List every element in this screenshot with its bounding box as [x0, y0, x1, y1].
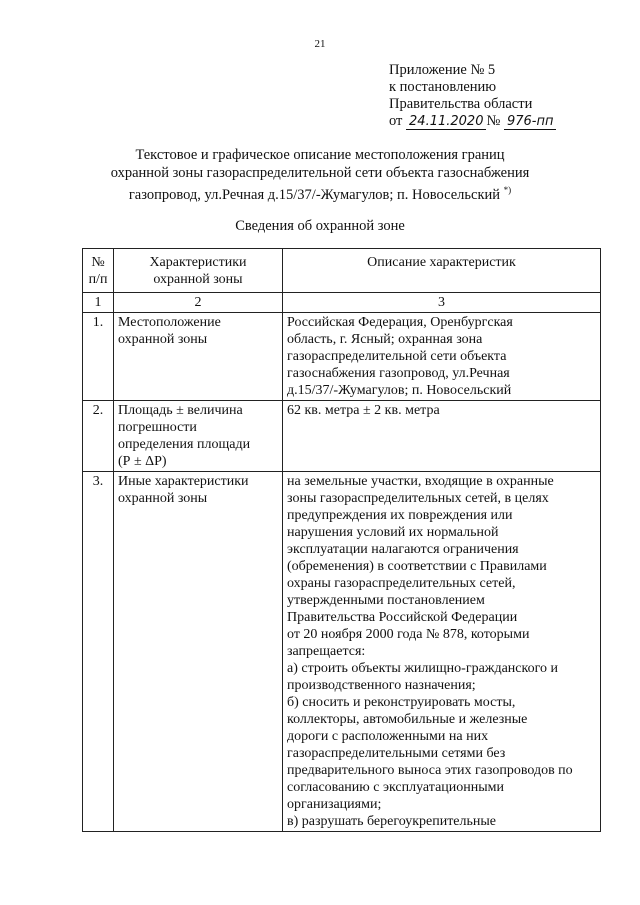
row-number: 3.: [83, 472, 114, 832]
header-num: № п/п: [83, 249, 114, 293]
appendix-line-3: Правительства области: [389, 96, 533, 112]
index-cell: 2: [114, 293, 283, 313]
index-cell: 3: [283, 293, 601, 313]
column-index-row: [83, 293, 601, 313]
table-row: [83, 472, 601, 832]
characteristic-cell: Иные характеристики охранной зоны: [114, 472, 283, 832]
appendix-title: Приложение № 5: [389, 62, 496, 78]
title-line-1: Текстовое и графическое описание местоположения границ: [135, 147, 505, 163]
page-number: 21: [314, 38, 326, 50]
table-header-row: [83, 249, 601, 293]
appendix-block: [389, 62, 556, 130]
section-subtitle: Сведения об охранной зоне: [235, 218, 405, 234]
row-number: 2.: [83, 401, 114, 472]
zone-info-table: [82, 248, 601, 832]
handwritten-date: 24.11.2020: [406, 115, 486, 130]
row-number: 1.: [83, 313, 114, 401]
handwritten-number: 976-пп: [504, 115, 557, 130]
table-row: [83, 313, 601, 401]
description-cell: Российская Федерация, Оренбургская область, г. Ясный; охранная зона газораспределительной сети объекта газоснабжения газопровод, ул.Речная д.15/37/-Жумагулов; п. Новосельский: [283, 313, 601, 401]
appendix-line-2: к постановлению: [389, 79, 497, 95]
table-row: [83, 401, 601, 472]
title-line-2: охранной зоны газораспределительной сети объекта газоснабжения: [110, 164, 530, 181]
description-cell: на земельные участки, входящие в охранные зоны газораспределительных сетей, в целях предупреждения их повреждения или нарушения условий их нормальной эксплуатации налагаются ограничения (обременения) в соответствии с Правилами охраны газораспределительных сетей, утвержденными постановлением Правительства Российской Федерации от 20 ноября 2000 года № 878, которыми запрещается: а) строить объекты жилищно-гражданского и производственного назначения; б) сносить и реконструировать мосты, коллекторы, автомобильные и железные дороги с расположенными на них газораспределительными сетями без предварительного выноса этих газопроводов по согласованию с эксплуатационными организациями; в) разрушать берегоукрепительные: [283, 472, 601, 832]
description-cell: 62 кв. метра ± 2 кв. метра: [283, 401, 601, 472]
characteristic-cell: Площадь ± величина погрешности определения площади (Р ± ΔР): [114, 401, 283, 472]
date-prefix: от: [389, 113, 403, 129]
characteristic-cell: Местоположение охранной зоны: [114, 313, 283, 401]
footnote-mark: *): [503, 185, 512, 195]
header-description: Описание характеристик: [283, 249, 601, 293]
title-line-3: газопровод, ул.Речная д.15/37/-Жумагулов; п. Новосельский *): [128, 185, 512, 203]
document-title: [0, 147, 640, 204]
header-characteristics: Характеристики охранной зоны: [114, 249, 283, 293]
appendix-date-line: [389, 113, 556, 130]
number-sign: №: [486, 113, 501, 129]
index-cell: 1: [83, 293, 114, 313]
